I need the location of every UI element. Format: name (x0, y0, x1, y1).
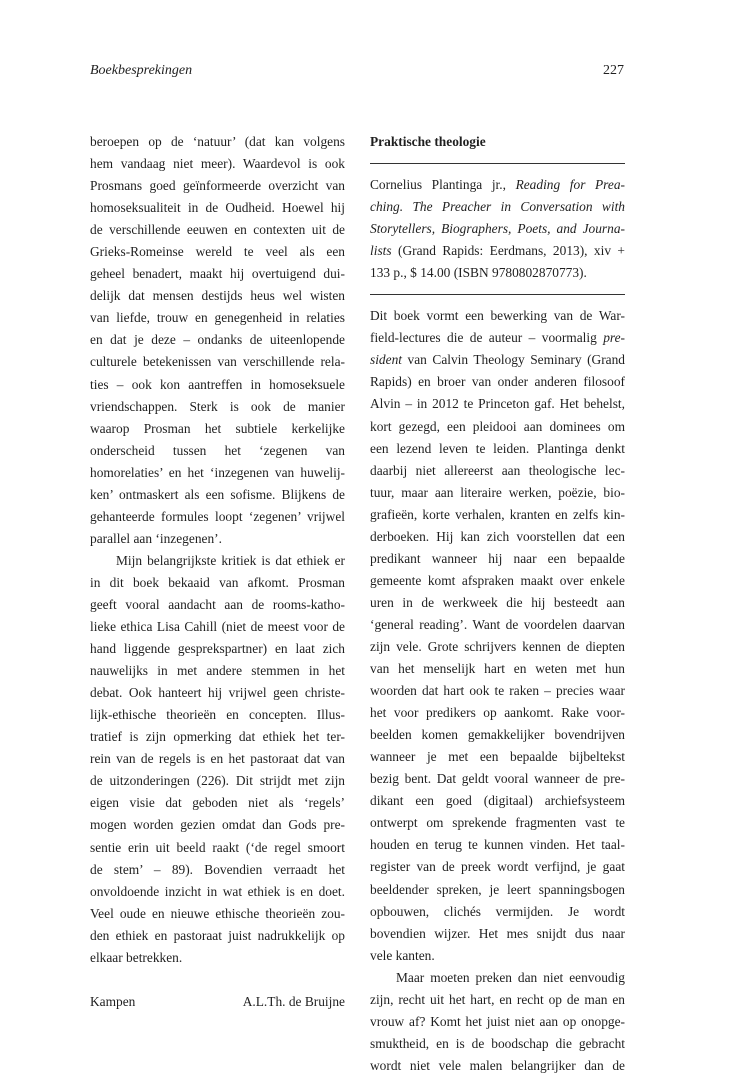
bibliographic-entry (370, 174, 625, 284)
left-paragraph-1 (90, 131, 345, 550)
text-line: vriendschappen. Sterk is ook de manier (90, 398, 345, 414)
text-line: culturele betekenissen van verschillende rela- (90, 354, 345, 370)
text-line: hem vandaag niet meer). Waardevol is ook (90, 156, 345, 172)
text-line: Veel oude en nieuwe ethische theorieën zou- (90, 905, 345, 921)
text-line: kort gezegd, een pleidooi aan dominees om (370, 418, 625, 434)
text-span: van Calvin Theology Seminary (Grand (402, 352, 625, 368)
text-line: wanneer je met een bepaalde bijbeltekst (370, 749, 625, 765)
text-line: waarop Prosman het subtiele kerkelijke (90, 420, 345, 436)
text-line: bovendien wijzer. Het mes snijdt dus naar (370, 925, 625, 941)
text-line: beelden komen gemakkelijker bovendrijven (370, 727, 625, 743)
book-title: Reading for Prea- (515, 177, 625, 193)
biblio-line (370, 218, 625, 240)
text-line: tuur, maar aan literaire werken, poëzie, bio- (370, 484, 625, 500)
text-span: field-lectures die de auteur – voormalig (370, 330, 604, 346)
divider (370, 294, 625, 295)
text-line: predikant wanneer hij naar een bepaalde (370, 550, 625, 566)
text-line: Grieks-Romeinse wereld te veel als een (90, 244, 345, 260)
text-line: onderscheid tussen het ‘zegenen van (90, 442, 345, 458)
text-line: beeldender spreken, je leert spanningsbogen (370, 881, 625, 897)
text-line: daarbij niet allereerst aan theologische lec- (370, 462, 625, 478)
running-title: Boekbesprekingen (90, 63, 193, 78)
text-line: gehanteerde formules loopt ‘zegenen’ vrijwel (90, 508, 345, 524)
text-line: derboeken. Hij kan zich voorstellen dat een (370, 528, 625, 544)
text-line: parallel aan ‘inzegenen’. (90, 530, 222, 546)
biblio-line (370, 240, 625, 262)
text-line: Rapids) en broer van onder anderen filosoof (370, 374, 625, 390)
text-span: pre- (603, 330, 625, 346)
text-line: delijk dat mensen destijds heus wel wisten (90, 288, 345, 304)
text-line: en dat je deze – ondanks de uiteenlopende (90, 332, 345, 348)
text-line: ken’ ontmaskert als een sofisme. Blijkens de (90, 486, 345, 502)
text-line: elkaar betrekken. (90, 949, 183, 965)
text-line: zijn, recht uit het hart, en recht op de man en (370, 991, 625, 1007)
left-paragraph-2 (90, 550, 345, 969)
text-line: van liefde, trouw en genegenheid in relaties (90, 310, 345, 326)
text-line: debat. Ook hanteert hij vrijwel geen christe- (90, 685, 345, 701)
text-line: tratief is zijn opmerking dat ethiek het ter- (90, 729, 345, 745)
text-line: de uitzonderingen (226). Dit strijdt met zijn (90, 773, 345, 789)
text-line: Prosmans goed geïnformeerde overzicht van (90, 178, 345, 194)
text-line: lieke ethica Lisa Cahill (niet de meest voor de (90, 619, 345, 635)
section-title: Praktische theologie (370, 134, 486, 149)
page-number: 227 (603, 63, 624, 78)
text-line: Mijn belangrijkste kritiek is dat ethiek er (116, 552, 345, 568)
text-line: homoseksualiteit in de Oudheid. Hoewel hij (90, 200, 345, 216)
text-line: geheel benadert, maakt hij overtuigend dui- (90, 266, 345, 282)
biblio-author: Cornelius Plantinga jr., (370, 177, 516, 193)
text-line: hand liggende gesprekspartner) en laat zich (90, 641, 345, 657)
text-span: sident (370, 352, 402, 368)
text-line: houden en terug te kunnen vinden. Het taal- (370, 837, 625, 853)
text-line: den ethiek en pastoraat juist nadrukkelijk op (90, 927, 345, 943)
right-column (370, 131, 625, 1077)
book-title: Storytellers, Biographers, Poets, and Journa- (370, 221, 625, 237)
text-line: eigen visie dat geboden niet als ‘regels’ (90, 795, 345, 811)
text-line: rein van de regels is en het pastoraat dat van (90, 751, 345, 767)
text-line: smuktheid, en is de boodschap die gebracht (370, 1035, 625, 1051)
text-line: nauwelijks in met andere stemmen in het (90, 663, 345, 679)
text-line: register van de preek wordt verfijnd, je gaat (370, 859, 625, 875)
text-line: Dit boek vormt een bewerking van de War- (370, 308, 625, 324)
text-line: vrouw af? Komt het juist niet aan op onopge- (370, 1013, 625, 1029)
review-signature (90, 991, 345, 1013)
text-line: de stem’ – 89). Bovendien verraadt het (90, 861, 345, 877)
biblio-publisher: (Grand Rapids: Eerdmans, 2013), xiv + (391, 243, 625, 259)
signature-place: Kampen (90, 993, 136, 1009)
text-line: zijn vele. Grote schrijvers kennen de diepten (370, 638, 625, 654)
signature-author: A.L.Th. de Bruijne (242, 993, 345, 1009)
text-line: de verschillende eeuwen en contexten uit de (90, 222, 345, 238)
text-line: ties – ook kon aantreffen in homoseksuele (90, 376, 345, 392)
text-line: in dit boek bekaaid van afkomt. Prosman (90, 574, 345, 590)
text-line: ontwerpt om sprekende fragmenten vast te (370, 815, 625, 831)
text-line: het voor predikers op aankomt. Rake voor- (370, 705, 625, 721)
right-paragraph-2 (370, 967, 625, 1077)
text-line: bezig bent. Dat geldt vooral wanneer de pre- (370, 771, 625, 787)
biblio-line: 133 p., $ 14.00 (ISBN 9780802870773). (370, 265, 587, 281)
text-line: wordt niet vele malen belangrijker dan de (370, 1057, 625, 1073)
text-line: gemeente komt afspraken maakt over enkele (370, 572, 625, 588)
text-line: Alvin – in 2012 te Princeton gaf. Het behelst, (370, 396, 625, 412)
right-paragraph-1 (370, 305, 625, 966)
text-line (370, 327, 625, 349)
text-line: homorelaties’ en het ‘inzegenen van huwelij- (90, 464, 345, 480)
text-line: dikant een goed (digitaal) archiefsysteem (370, 793, 625, 809)
left-column (90, 131, 345, 1013)
divider (370, 163, 625, 164)
biblio-line (370, 174, 625, 196)
text-line: ‘general reading’. Want de voordelen daarvan (370, 616, 625, 632)
book-title: lists (370, 243, 392, 259)
biblio-line (370, 196, 625, 218)
text-line: grafieën, korte verhalen, kranten en zelfs kin- (370, 506, 625, 522)
book-title: ching. The Preacher in Conversation with (370, 199, 625, 215)
text-line: opbouwen, clichés vermijden. Je wordt (370, 903, 625, 919)
text-line: onvoldoende inzicht in wat ethiek is en doet. (90, 883, 345, 899)
text-line: mogen worden gezien omdat dan Gods pre- (90, 817, 345, 833)
text-line (370, 349, 625, 371)
text-line: vele kanten. (370, 947, 435, 963)
text-line: sentie erin uit beeld raakt (‘de regel smoort (90, 839, 345, 855)
text-line: woorden dat hart ook te raken – precies waar (370, 683, 625, 699)
text-line: lijk-ethische theorieën en concepten. Illus- (90, 707, 345, 723)
text-line: Maar moeten preken dan niet eenvoudig (396, 969, 625, 985)
text-line: uren in de werkweek die hij besteedt aan (370, 594, 625, 610)
text-line: geeft vooral aandacht aan de rooms-katho- (90, 596, 345, 612)
text-line: beroepen op de ‘natuur’ (dat kan volgens (90, 134, 345, 149)
text-line: een lezend leven te leiden. Plantinga denkt (370, 440, 625, 456)
text-line: van het menselijk hart en weten met hun (370, 661, 625, 677)
